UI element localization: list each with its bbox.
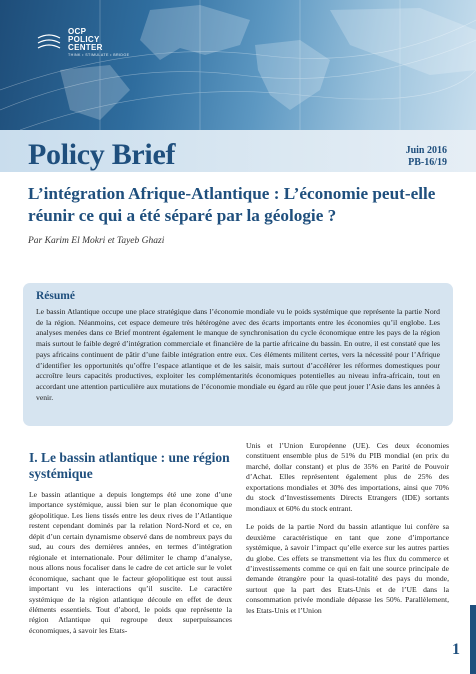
paragraph: Le bassin atlantique a depuis longtemps été une zone d’une importance systémique, aussi bien sur le plan économique que géopolitique. Les liens tissés entre les deux rives de l’Atlantique restent cependant dominés par la relation Nord-Nord et ce, en dépit d’un certain dynamisme observé dans de nombreux pays du sud, au cours des dernières années, en termes d’intégration régionale et internationale. Pour délimiter le champ d’analyse, nous allons nous focaliser dans le cadre de cet article sur le volet économique, sachant que le facteur géopolitique est tout aussi important vu les interactions qu’il suscite. Le caractère systémique de la région atlantique découle en effet de deux éléments essentiels. Tout d’abord, le poids que représente la région Atlantique qui regroupe deux superpuissances économiques, à savoir les Etats- <box>29 490 232 635</box>
page-number: 1 <box>452 641 460 658</box>
abstract-box <box>23 283 453 426</box>
ocp-logo <box>36 28 129 58</box>
paragraph: Unis et l’Union Européenne (UE). Ces deux économies constituent ensemble plus de 51% du PIB mondial (en prix du marché, dollar constant) et plus de 35% en Parité de Pouvoir d’Achat. Elles représentent également plus de 25% des exportations mondiales et 30% des importations, ainsi que 70% du stock d’Investissements Directs Etrangers (IDE) sortants mondiaux et 60% du stock entrant. <box>246 441 449 513</box>
article-headline: L’intégration Afrique-Atlantique : L’économie peut-elle réunir ce qui a été séparé par la géologie ? <box>28 184 436 225</box>
page-title: Policy Brief <box>28 138 176 171</box>
section-title: I. Le bassin atlantique : une région systémique <box>29 450 230 481</box>
right-column <box>246 441 449 624</box>
world-map-graphic <box>0 0 476 130</box>
publication-date: Juin 2016 <box>405 145 447 156</box>
logo-line-1: OCP <box>68 27 87 36</box>
publication-reference: PB-16/19 <box>408 157 447 168</box>
left-column <box>29 450 232 644</box>
abstract-title: Résumé <box>36 290 75 302</box>
page-edge-tab <box>470 605 476 674</box>
header-banner <box>0 0 476 130</box>
authors-line: Par Karim El Mokri et Tayeb Ghazi <box>28 236 165 246</box>
logo-line-3: CENTER <box>68 43 103 52</box>
logo-tagline: THINK • STIMULATE • BRIDGE <box>68 53 130 57</box>
logo-line-2: POLICY <box>68 35 100 44</box>
paragraph: Le poids de la partie Nord du bassin atlantique lui confère sa deuxième caractéristique en tant que zone d’importance systémique, à savoir l’impact qu’elle exerce sur les autres parties du globe. Ces effets se transmettent via les flux du commerce et d’investissements comme ce qui en fait une source principale de demande étrangère pour la quasi-totalité des pays du monde, surtout que la part des Etats-Unis et de l’UE dans la consommation privée mondiale dépasse les 50%. Parallèlement, les Etats-Unis et l’Union <box>246 522 449 615</box>
ocp-logo-mark-icon <box>36 32 62 54</box>
abstract-body: Le bassin Atlantique occupe une place stratégique dans l’économie mondiale vu le poids systémique que représente la partie Nord de la région. Néanmoins, cet espace demeure très hétérogène avec des écarts importants entre les économies qu’il englobe. Les analyses menées dans ce Brief montrent également le manque de synchronisation du cycle économique entre les pays de la région mais surtout le faible degré d’intégration commerciale et financière de la partie africaine du bassin. En outre, il est constaté que les pays africains continuent de pâtir d’une faible intégration entre eux. Ces éléments militent certes, vers la nécessité pour l’Afrique d’identifier les opportunités qu’offre l’espace atlantique et de les saisir, mais surtout d’accélérer les réformes domestiques pour accroître leurs capacités productives, exploiter les complémentarités économiques potentielles au niveau infra-africain, tout en accordant une attention particulière aux mutations de l’économie mondiale eu égard au rôle que peut jouer l’Asie dans les années à venir. <box>36 307 440 402</box>
